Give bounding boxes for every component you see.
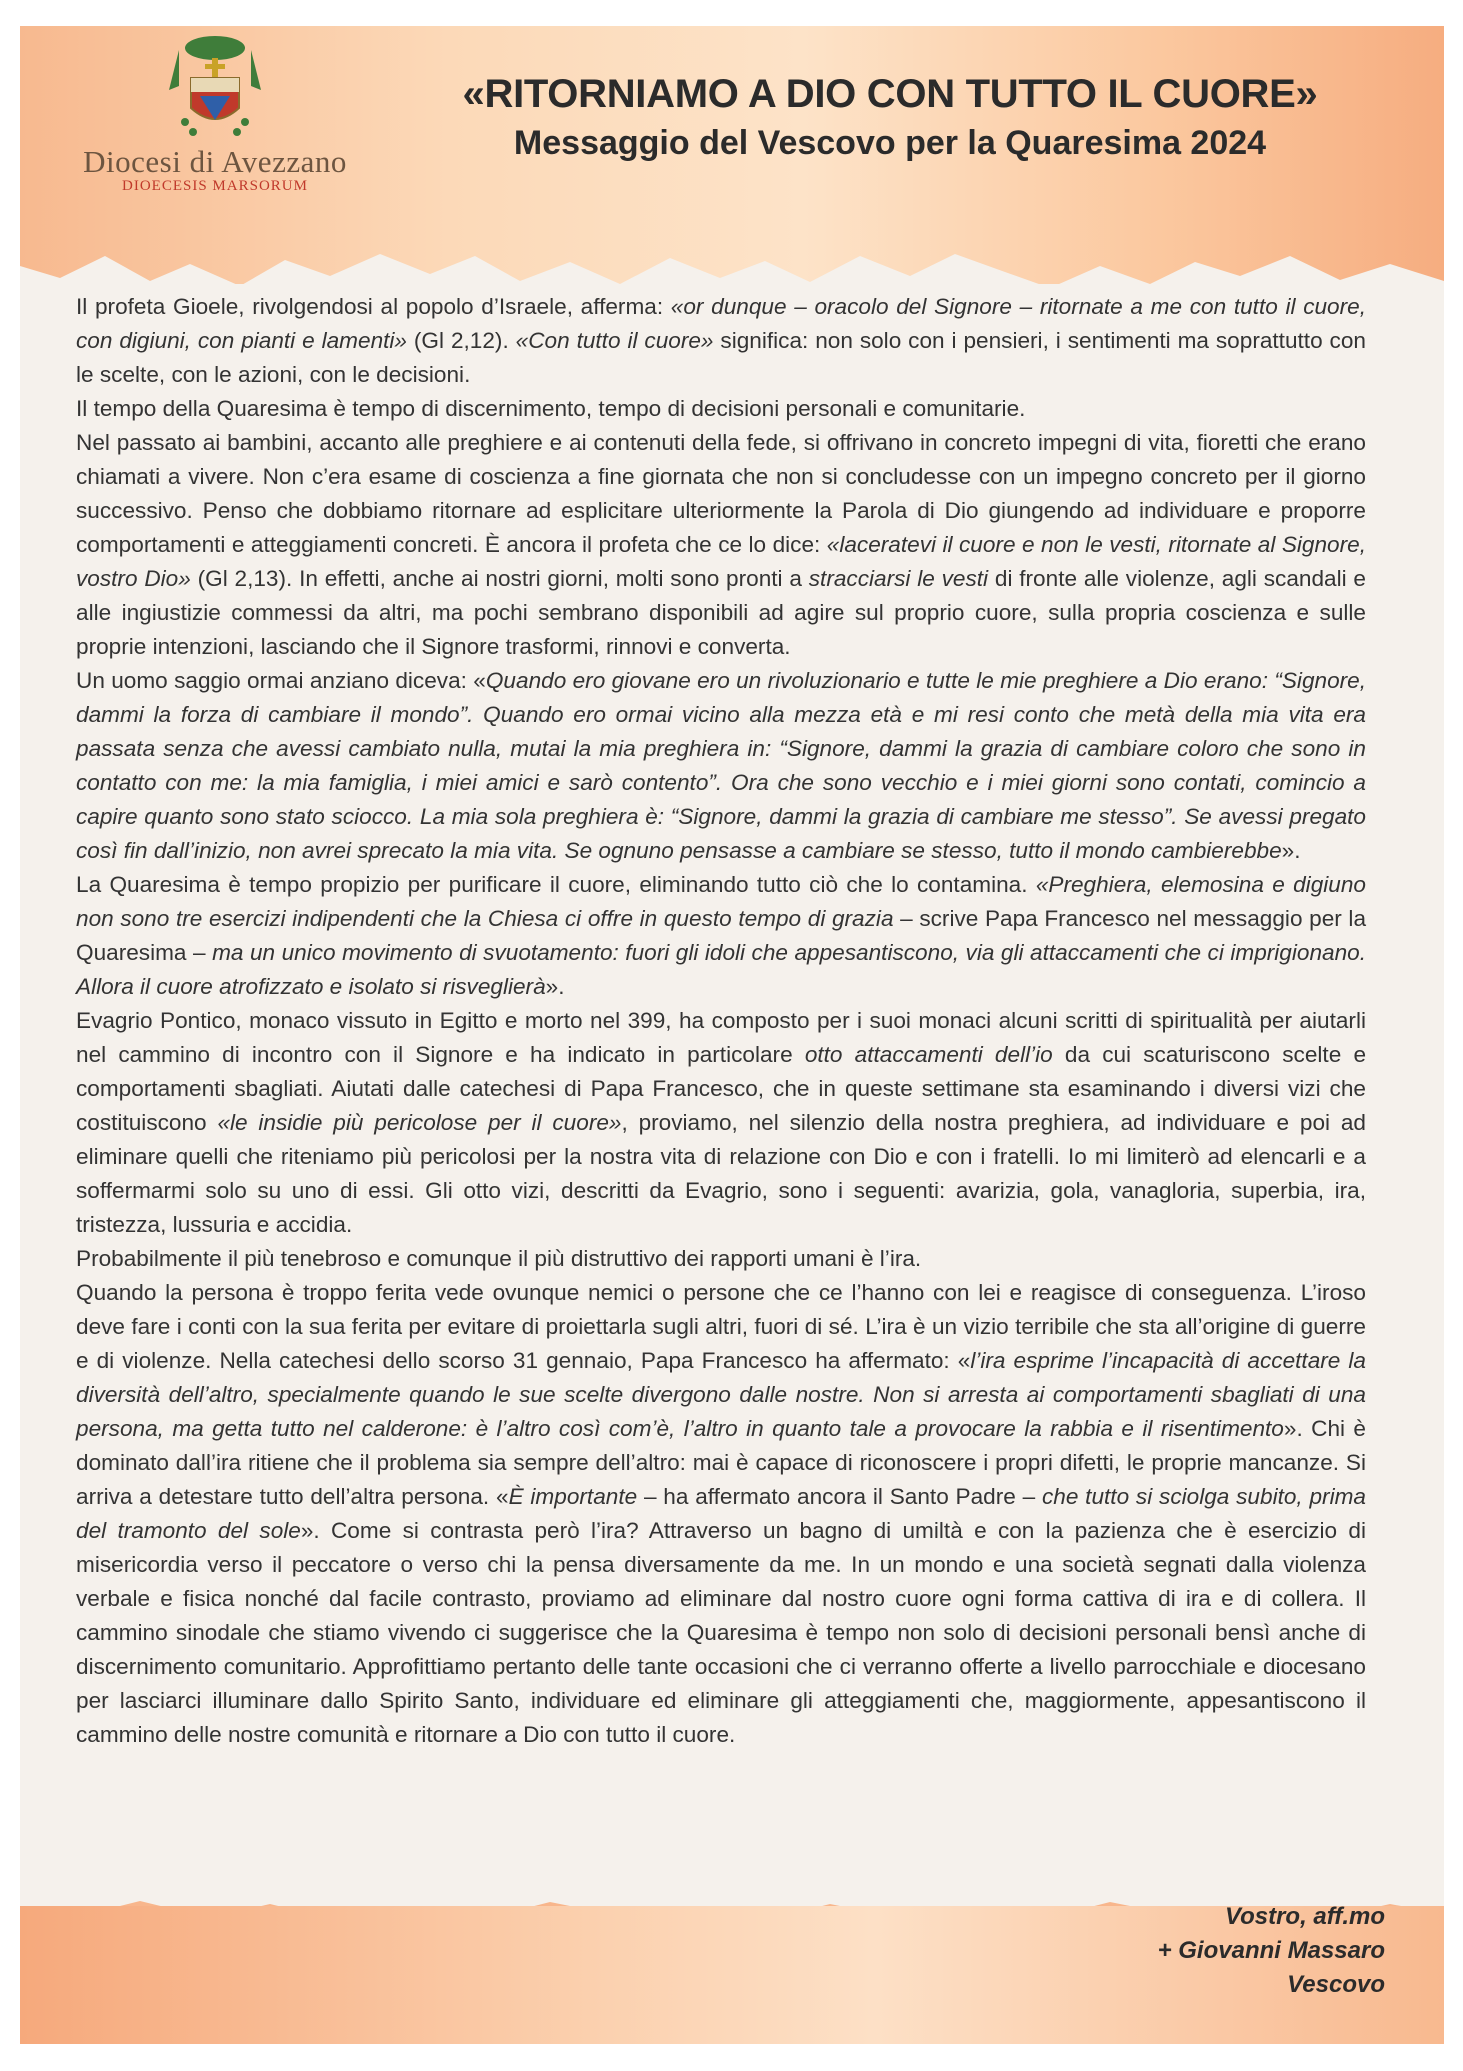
italic-quote: «le insidie più pericolose per il cuore» bbox=[217, 1110, 622, 1135]
text-run: (Gl 2,12). bbox=[407, 328, 516, 353]
italic-quote: Quando ero giovane ero un rivoluzionario e tutte le mie preghiere a Dio erano: “Signore, dammi la forza di cambiare il mondo”. Quando ero ormai vicino alla mezza età e mi resi conto che metà della mia vita era passata senza che avessi cambiato nulla, mutai la mia preghiera in: “Signore, dammi la grazia di cambiare coloro che sono in contatto con me: la mia famiglia, i miei amici e sarò contento”. Ora che sono vecchio e i miei giorni sono contati, comincio a capire quanto sono stato sciocco. La mia sola preghiera è: “Signore, dammi la grazia di cambiare me stesso”. Se avessi pregato così fin dall’inizio, non avrei sprecato la mia vita. Se ognuno pensasse a cambiare se stesso, tutto il mondo cambierebbe bbox=[76, 668, 1367, 863]
message-body bbox=[76, 290, 1366, 1752]
paragraph bbox=[76, 426, 1366, 664]
text-run: Probabilmente il più tenebroso e comunque il più distruttivo dei rapporti umani è l’ira. bbox=[76, 1246, 922, 1271]
text-run: La Quaresima è tempo propizio per purificare il cuore, eliminando tutto ciò che lo contamina. bbox=[76, 872, 1036, 897]
italic-quote: «or dunque – oracolo del Signore – ritornate a me con tutto il cuore, con digiuni, con pianti e lamenti» bbox=[76, 294, 1366, 353]
signature-name: + Giovanni Massaro bbox=[1157, 1937, 1385, 1964]
italic-quote: «Con tutto il cuore» bbox=[515, 328, 714, 353]
italic-quote: «laceratevi il cuore e non le vesti, ritornate al Signore, vostro Dio» bbox=[76, 532, 1366, 591]
text-run: ». bbox=[1281, 838, 1301, 863]
paragraph bbox=[76, 1004, 1366, 1242]
text-run: ». bbox=[545, 974, 565, 999]
text-run: – ha affermato ancora il Santo Padre – bbox=[637, 1484, 1042, 1509]
page-title: «RITORNIAMO A DIO CON TUTTO IL CUORE» bbox=[462, 72, 1318, 116]
italic-quote: che tutto si sciolga subito, prima del tramonto del sole bbox=[76, 1484, 1366, 1543]
italic-quote: «Preghiera, elemosina e digiuno non sono tre esercizi indipendenti che la Chiesa ci offre in questo tempo di grazia bbox=[76, 872, 1366, 931]
text-run: da cui scaturiscono scelte e comportamenti sbagliati. Aiutati dalle catechesi di Papa Francesco, che in queste settimane sta esaminando i diversi vizi che costituiscono bbox=[76, 1042, 1367, 1135]
text-run: Un uomo saggio ormai anziano diceva: « bbox=[76, 668, 486, 693]
paragraph bbox=[76, 392, 1366, 426]
diocese-logo bbox=[50, 30, 380, 210]
page-subtitle: Messaggio del Vescovo per la Quaresima 2024 bbox=[513, 124, 1267, 162]
text-run: Il tempo della Quaresima è tempo di discernimento, tempo di decisioni personali e comunitarie. bbox=[76, 396, 1026, 421]
text-run: Il profeta Gioele, rivolgendosi al popolo d’Israele, afferma: bbox=[76, 294, 671, 319]
signature-title: Vescovo bbox=[1287, 1971, 1385, 1998]
italic-quote: l’ira esprime l’incapacità di accettare la diversità dell’altro, specialmente quando le sue scelte divergono dalle nostre. Non si arresta ai comportamenti sbagliati di una persona, ma getta tutto nel calderone: è l’altro così com’è, l’altro in quanto tale a provocare la rabbia e il risentimento bbox=[76, 1348, 1366, 1441]
paragraph bbox=[76, 290, 1366, 392]
text-run: Nel passato ai bambini, accanto alle preghiere e ai contenuti della fede, si offrivano in concreto impegni di vita, fioretti che erano chiamati a vivere. Non c’era esame di coscienza a fine giornata che non si concludesse con un impegno concreto per il giorno successivo. Penso che dobbiamo ritornare ad esplicitare ulteriormente la Parola di Dio giungendo ad individuare e proporre comportamenti e atteggiamenti concreti. È ancora il profeta che ce lo dice: bbox=[76, 430, 1366, 557]
coat-of-arms-icon bbox=[165, 30, 265, 142]
paragraph bbox=[76, 664, 1366, 868]
text-run: (Gl 2,13). In effetti, anche ai nostri giorni, molti sono pronti a bbox=[190, 566, 809, 591]
signature-block bbox=[1158, 1900, 1385, 2002]
paragraph bbox=[76, 1276, 1366, 1752]
text-run: – scrive Papa Francesco nel messaggio per la Quaresima – bbox=[76, 906, 1367, 965]
signature-closing: Vostro, aff.mo bbox=[1224, 1903, 1385, 1930]
paragraph bbox=[76, 1242, 1366, 1276]
italic-quote: ma un unico movimento di svuotamento: fuori gli idoli che appesantiscono, via gli attaccamenti che ci imprigionano. Allora il cuore atrofizzato e isolato si risveglierà bbox=[76, 940, 1366, 999]
text-run: Quando la persona è troppo ferita vede ovunque nemici o persone che ce l’hanno con lei e reagisce di conseguenza. L’iroso deve fare i conti con la sua ferita per evitare di proiettarla sugli altri, fuori di sé. L’ira è un vizio terribile che sta all’origine di guerre e di violenze. Nella catechesi dello scorso 31 gennaio, Papa Francesco ha affermato: « bbox=[76, 1280, 1366, 1373]
text-run: di fronte alle violenze, agli scandali e alle ingiustizie commessi da altri, ma pochi sembrano disponibili ad agire sul proprio cuore, sulla propria coscienza e sulle proprie intenzioni, lasciando che il Signore trasformi, rinnovi e converta. bbox=[76, 566, 1366, 659]
text-run: ». Come si contrasta però l’ira? Attraverso un bagno di umiltà e con la pazienza che è esercizio di misericordia verso il peccatore o verso chi la pensa diversamente da me. In un mondo e una società segnati dalla violenza verbale e fisica nonché dal facile contrasto, proviamo ad eliminare dal nostro cuore ogni forma cattiva di ira e di collera. Il cammino sinodale che stiamo vivendo ci suggerisce che la Quaresima è tempo non solo di decisioni personali bensì anche di discernimento comunitario. Approfittiamo pertanto delle tante occasioni che ci verranno offerte a livello parrocchiale e diocesano per lasciarci illuminare dallo Spirito Santo, individuare ed eliminare gli atteggiamenti che, maggiormente, appesantiscono il cammino delle nostre comunità e ritornare a Dio con tutto il cuore. bbox=[76, 1518, 1366, 1747]
text-run: , proviamo, nel silenzio della nostra preghiera, ad individuare e poi ad eliminare quelli che riteniamo più pericolosi per la nostra vita di relazione con Dio e con i fratelli. Io mi limiterò ad elencarli e a soffermarmi solo su uno di essi. Gli otto vizi, descritti da Evagrio, sono i seguenti: avarizia, gola, vanagloria, superbia, ira, tristezza, lussuria e accidia. bbox=[76, 1110, 1367, 1237]
diocese-name: Diocesi di Avezzano bbox=[83, 144, 347, 179]
text-run: Evagrio Pontico, monaco vissuto in Egitto e morto nel 399, ha composto per i suoi monaci alcuni scritti di spiritualità per aiutarli nel cammino di incontro con il Signore e ha indicato in particolare bbox=[76, 1008, 1366, 1067]
paragraph bbox=[76, 868, 1366, 1004]
italic-quote: otto attaccamenti dell’io bbox=[804, 1042, 1053, 1067]
diocese-latin-name: DIOECESIS MARSORUM bbox=[122, 178, 308, 194]
italic-quote: stracciarsi le vesti bbox=[808, 566, 989, 591]
italic-quote: È importante bbox=[508, 1484, 638, 1509]
text-run: ». Chi è dominato dall’ira ritiene che il problema sia sempre dell’altro: mai è capace di riconoscere i propri difetti, le proprie mancanze. Si arriva a detestare tutto dell’altra persona. « bbox=[76, 1416, 1366, 1509]
text-run: significa: non solo con i pensieri, i sentimenti ma soprattutto con le scelte, con le azioni, con le decisioni. bbox=[76, 328, 1366, 387]
